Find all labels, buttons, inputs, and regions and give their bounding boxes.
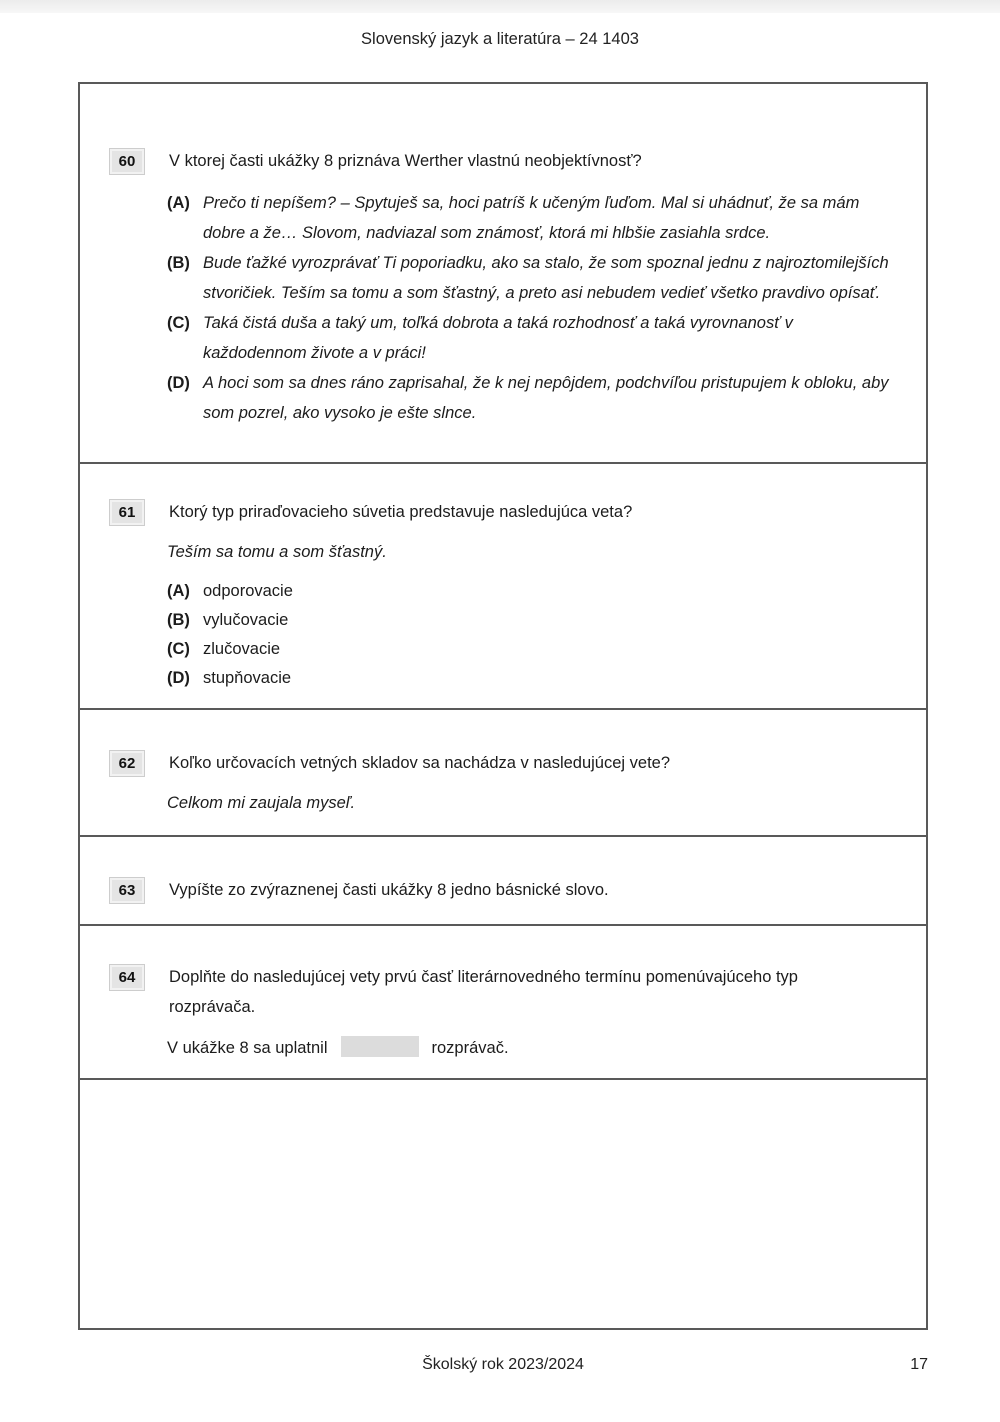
question-62-text: Koľko určovacích vetných skladov sa nachádza v nasledujúcej vete? [169,754,671,772]
option-text: stupňovacie [203,669,292,687]
question-64-fill-sentence [167,1034,892,1062]
question-63-section [80,835,926,924]
option-text: vylučovacie [203,611,289,629]
option-letter: (A) [167,194,190,212]
option-row-61-c [167,635,892,664]
option-letter: (C) [167,314,190,332]
question-64-text: Doplňte do nasledujúcej vety prvú časť literárnovedného termínu pomenúvajúceho typ rozprávača. [169,968,798,1016]
fill-sentence-prefix: V ukážke 8 sa uplatnil [167,1039,328,1057]
option-letter: (D) [167,669,190,687]
fill-blank-box [341,1036,419,1057]
option-text: zlučovacie [203,640,281,658]
option-row-60-d [167,368,892,428]
question-62-stimulus: Celkom mi zaujala myseľ. [167,794,356,812]
questions-box [78,82,928,1330]
option-letter: (D) [167,374,190,392]
question-61-text: Ktorý typ priraďovacieho súvetia predstavuje nasledujúca veta? [169,503,633,521]
option-text: Taká čistá duša a taký um, toľká dobrota a taká rozhodnosť a taká vyrovnanosť v každodennom živote a v práci! [203,314,793,362]
option-letter: (B) [167,254,190,272]
option-row-61-d [167,664,892,693]
question-60-text: V ktorej časti ukážky 8 priznáva Werther vlastnú neobjektívnosť? [169,152,642,170]
option-text: Bude ťažké vyrozprávať Ti poporiadku, ako sa stalo, že som spoznal jednu z najroztomilejších stvoričiek. Teším sa tomu a som šťastný, a preto asi nebudem vedieť všetko pravdivo opísať. [203,254,889,302]
top-edge-strip [0,0,1000,13]
option-row-60-a [167,188,892,248]
question-number-badge-62: 62 [109,750,145,777]
question-64-section [80,924,926,1078]
option-row-60-c [167,308,892,368]
footer-school-year: Školský rok 2023/2024 [422,1356,584,1373]
page-footer [78,1356,928,1380]
empty-answer-section [80,1078,926,1328]
question-60-options [167,188,892,428]
question-number-badge-61: 61 [109,499,145,526]
option-row-61-b [167,606,892,635]
question-62-section [80,708,926,835]
question-number-badge-64: 64 [109,964,145,991]
option-row-61-a [167,577,892,606]
option-letter: (C) [167,640,190,658]
question-61-stimulus: Teším sa tomu a som šťastný. [167,543,387,561]
question-63-text: Vypíšte zo zvýraznenej časti ukážky 8 jedno básnické slovo. [169,881,609,899]
option-text: odporovacie [203,582,293,600]
option-text: Prečo ti nepíšem? – Spytuješ sa, hoci patríš k učeným ľuďom. Mal si uhádnuť, že sa mám dobre a že… Slovom, nadviazal som známosť, ktorá mi hlbšie zasiahla srdce. [203,194,860,242]
option-row-60-b [167,248,892,308]
question-number-badge-63: 63 [109,877,145,904]
option-text: A hoci som sa dnes ráno zaprisahal, že k nej nepôjdem, podchvíľou pristupujem k obloku, aby som pozrel, ako vysoko je ešte slnce. [203,374,889,422]
option-letter: (B) [167,611,190,629]
page-number: 17 [910,1356,928,1373]
question-61-options [167,577,892,693]
question-number-badge-60: 60 [109,148,145,175]
fill-sentence-suffix: rozprávač. [431,1039,509,1057]
page-title: Slovenský jazyk a literatúra – 24 1403 [361,30,639,48]
question-60-section [80,84,926,462]
option-letter: (A) [167,582,190,600]
question-61-section [80,462,926,708]
